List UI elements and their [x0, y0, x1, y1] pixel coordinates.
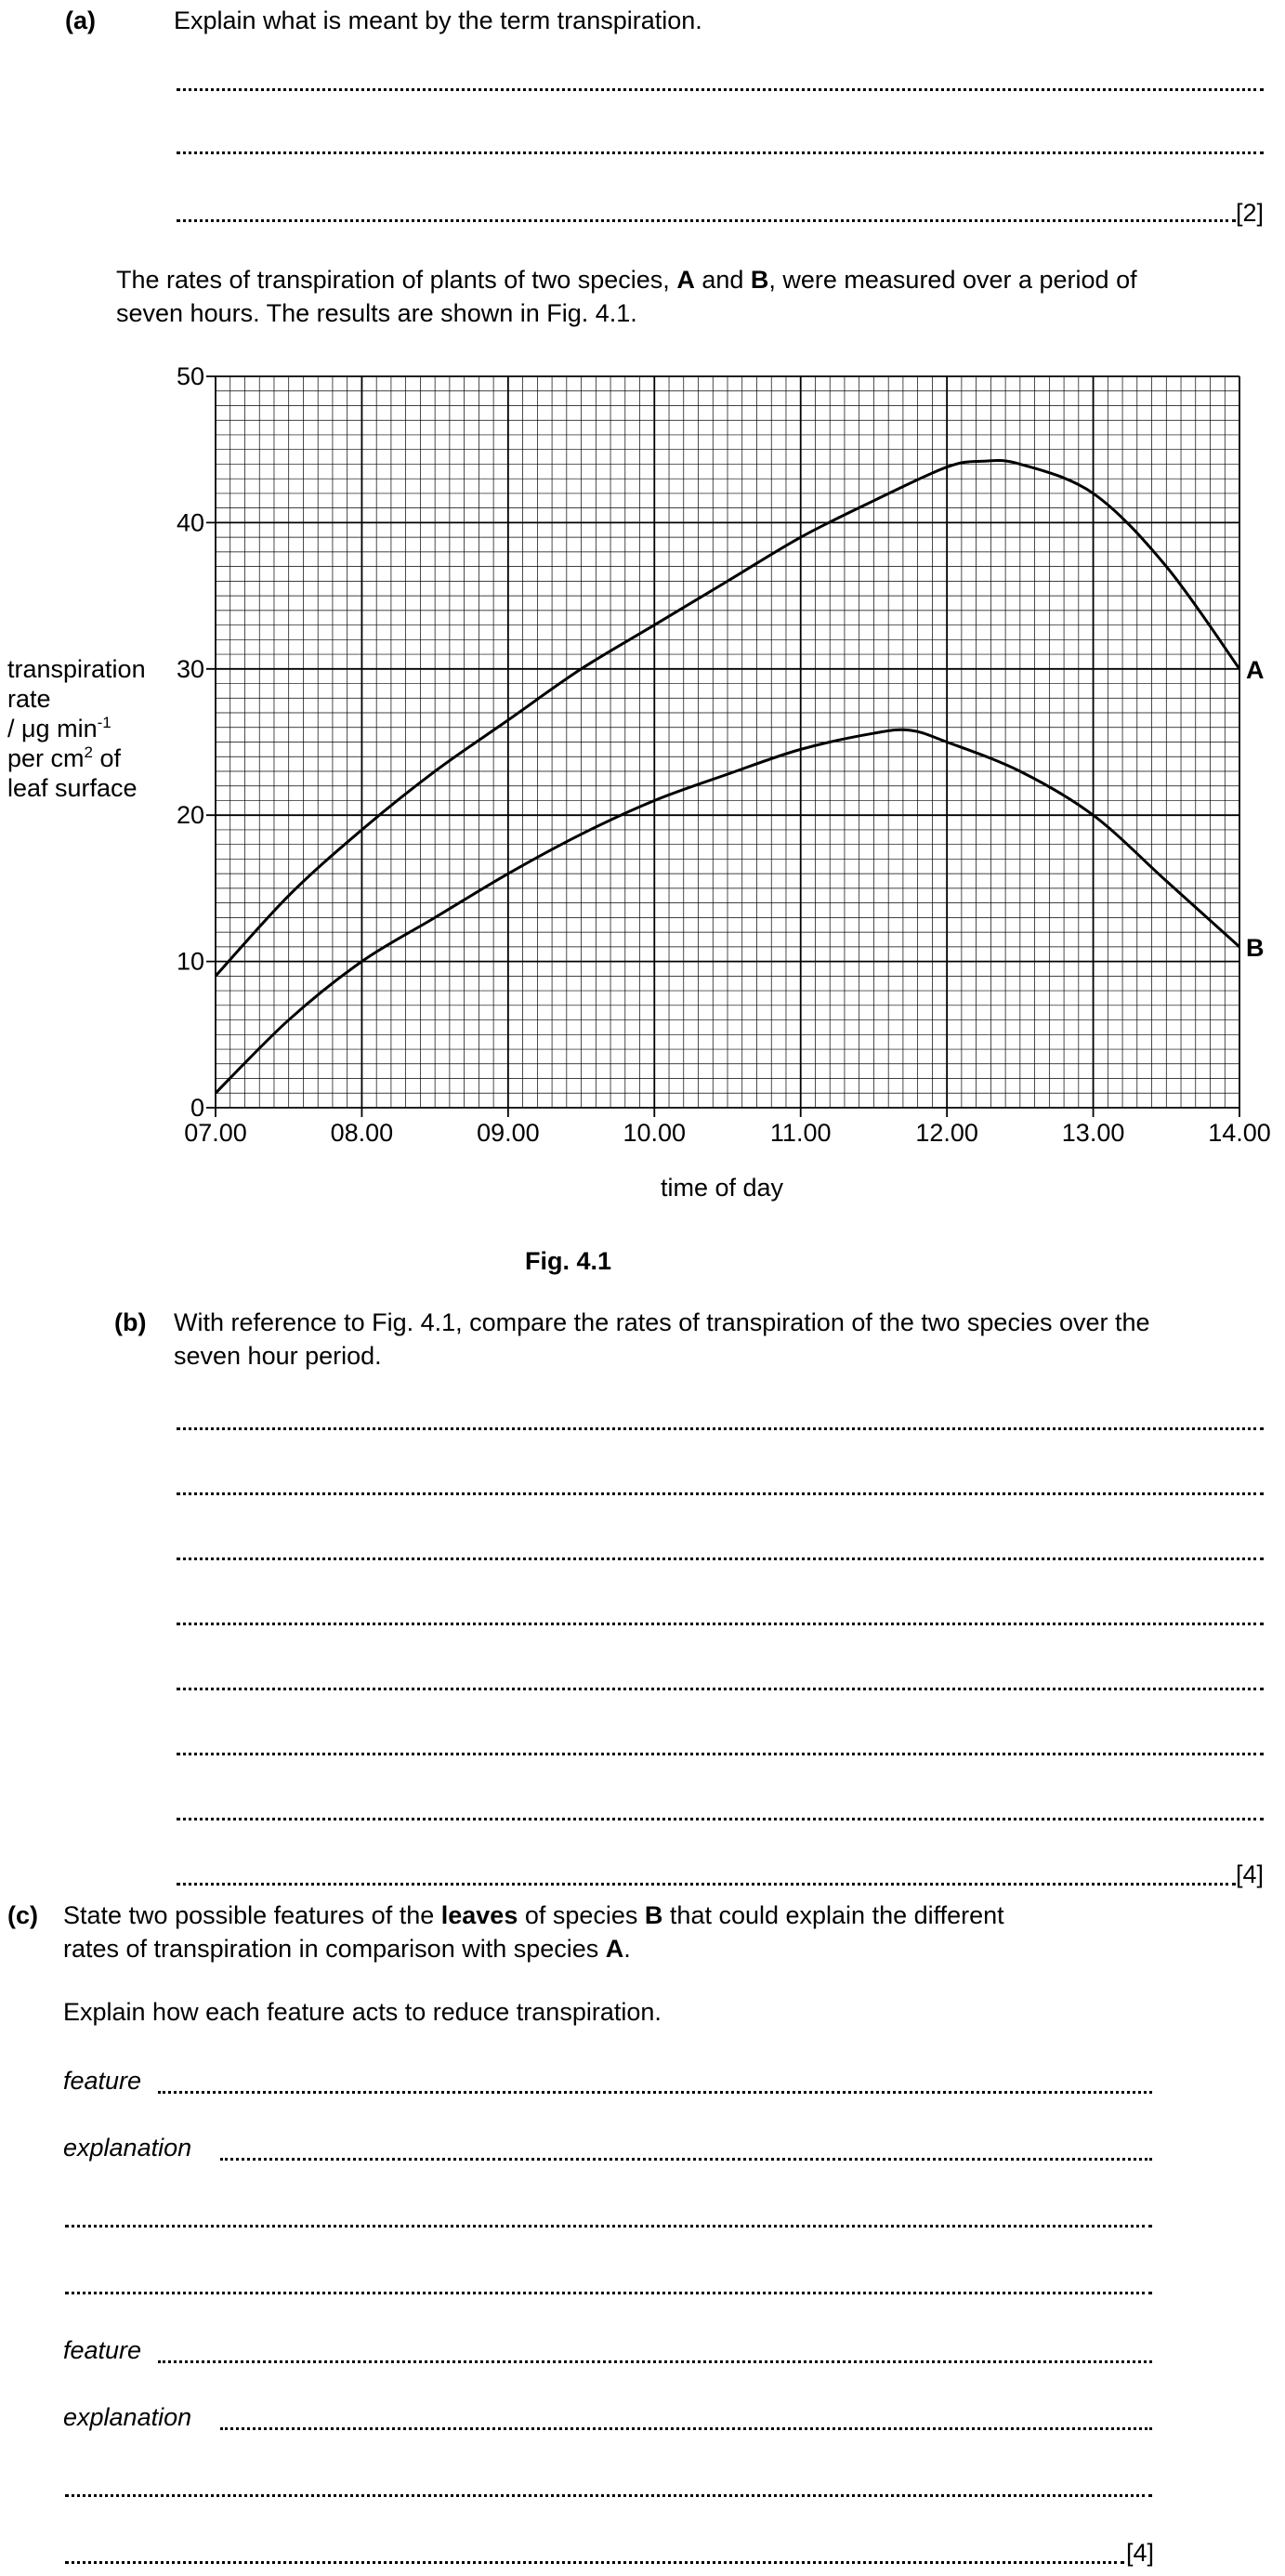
answer-line-b8[interactable]: [177, 1883, 1236, 1886]
feature-2-label: feature: [63, 2336, 142, 2364]
answer-line-b6[interactable]: [177, 1753, 1264, 1755]
series-label-B: B: [1246, 933, 1265, 962]
explanation-2-line-3[interactable]: [65, 2561, 1124, 2564]
explanation-1-line-3[interactable]: [65, 2292, 1152, 2294]
x-tick-label: 09.00: [477, 1119, 540, 1147]
part-c-question-line-2: rates of transpiration in comparison with species A.: [63, 1935, 631, 1963]
intro-line-2: seven hours. The results are shown in Fig. 4.1.: [116, 299, 637, 327]
series-label-A: A: [1246, 655, 1265, 684]
part-c-question-line-1: State two possible features of the leaves of species B that could explain the different: [63, 1901, 1004, 1929]
part-c-mark: [4]: [1126, 2539, 1155, 2567]
x-tick-label: 11.00: [769, 1119, 832, 1147]
y-tick-label: 50: [176, 362, 204, 390]
answer-line-b2[interactable]: [177, 1492, 1264, 1495]
feature-2-line[interactable]: [158, 2360, 1152, 2363]
part-c-instruction: Explain how each feature acts to reduce transpiration.: [63, 1998, 662, 2026]
part-c-label: (c): [7, 1901, 38, 1929]
x-tick-label: 13.00: [1061, 1119, 1125, 1147]
feature-1-line[interactable]: [158, 2091, 1152, 2094]
x-tick-label: 14.00: [1208, 1119, 1271, 1147]
part-b-question-line-2: seven hour period.: [174, 1342, 382, 1370]
part-b-question-line-1: With reference to Fig. 4.1, compare the rates of transpiration of the two species over the: [174, 1308, 1150, 1336]
x-axis-label: time of day: [660, 1174, 784, 1202]
answer-line-b1[interactable]: [177, 1427, 1264, 1430]
y-tick-label: 20: [176, 801, 204, 830]
grid-minor: [216, 376, 1239, 1108]
part-a-question: Explain what is meant by the term transpiration.: [174, 7, 702, 34]
x-tick-label: 08.00: [330, 1119, 394, 1147]
part-b-mark: [4]: [1236, 1860, 1265, 1888]
transpiration-chart: [0, 0, 1285, 1208]
figure-caption: Fig. 4.1: [524, 1247, 612, 1275]
explanation-2-line-1[interactable]: [220, 2427, 1152, 2430]
y-axis-label: transpiration rate / μg $\min^{-1}$ per $cm^2$ of leaf surface: [7, 655, 146, 802]
x-tick-label: 07.00: [184, 1119, 247, 1147]
explanation-1-line-2[interactable]: [65, 2225, 1152, 2228]
x-tick-labels: [184, 1119, 1271, 1147]
explanation-2-label: explanation: [63, 2403, 192, 2431]
y-tick-label: 30: [176, 654, 204, 683]
series-labels: [1243, 655, 1265, 962]
explanation-2-line-2[interactable]: [65, 2494, 1152, 2497]
y-tick-labels: [177, 362, 204, 1122]
y-tick-label: 40: [176, 508, 204, 537]
answer-line-b5[interactable]: [177, 1688, 1264, 1690]
y-tick-label: 0: [190, 1094, 204, 1122]
y-tick-label: 10: [176, 947, 204, 976]
x-tick-label: 10.00: [623, 1119, 687, 1147]
x-tick-label: 12.00: [915, 1119, 978, 1147]
answer-line-b7[interactable]: [177, 1818, 1264, 1820]
answer-line-b4[interactable]: [177, 1623, 1264, 1625]
answer-line-b3[interactable]: [177, 1557, 1264, 1560]
part-b-label: (b): [114, 1308, 147, 1336]
intro-line-1: The rates of transpiration of plants of two species, A and B, were measured over a period of: [116, 266, 1137, 294]
feature-1-label: feature: [63, 2067, 142, 2095]
explanation-1-label: explanation: [63, 2134, 192, 2162]
part-a-mark: [2]: [1236, 199, 1265, 227]
explanation-1-line-1[interactable]: [220, 2158, 1152, 2161]
part-a-label: (a): [65, 7, 96, 34]
